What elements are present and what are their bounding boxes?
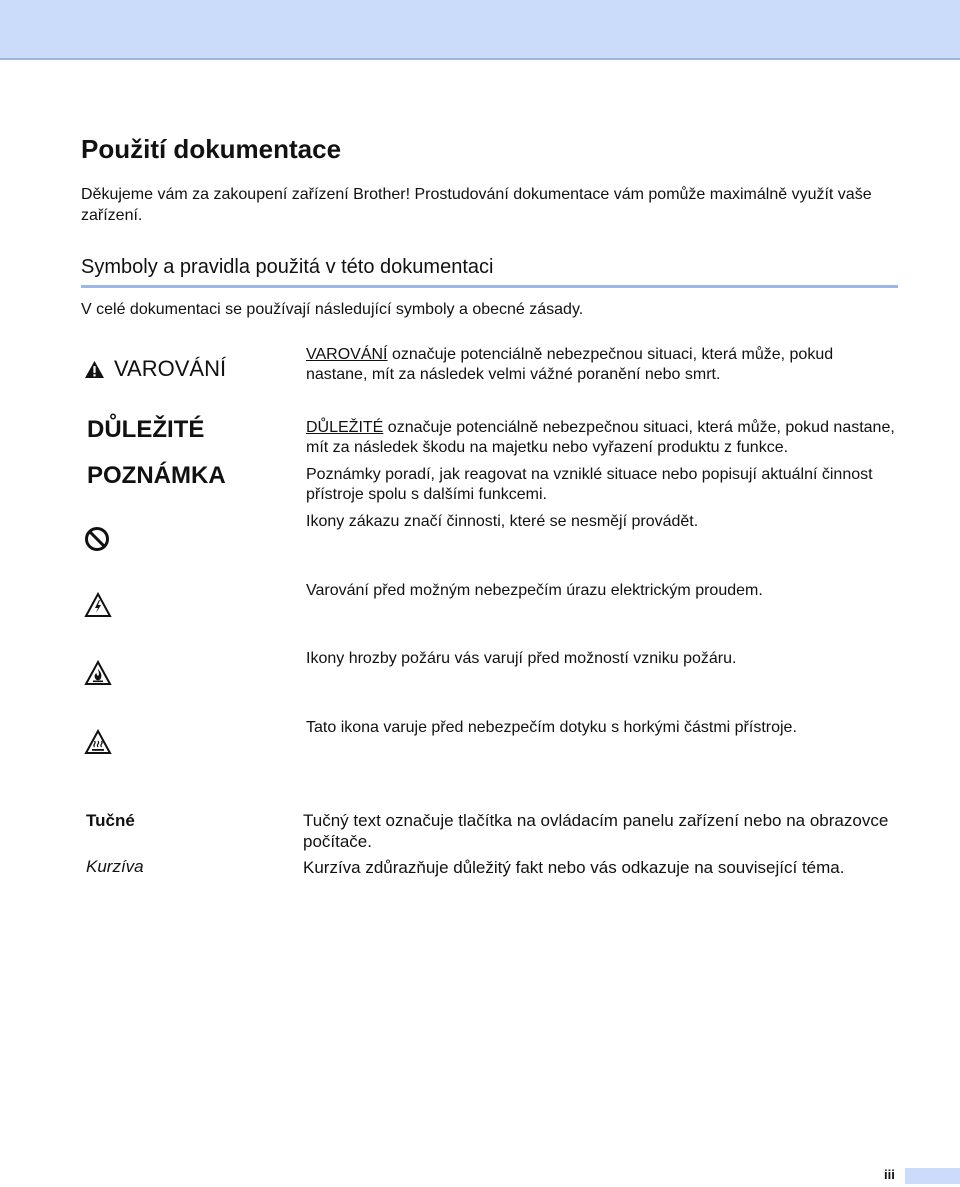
- note-description: Poznámky poradí, jak reagovat na vzniklé situace nebo popisují aktuální činnost přístroje spolu s dalšími funkcemi.: [306, 466, 873, 503]
- electrical-description: Varování před možným nebezpečím úrazu elektrickým proudem.: [306, 582, 763, 599]
- note-label: POZNÁMKA: [87, 462, 226, 489]
- warning-text: označuje potenciálně nebezpečnou situaci, která může, pokud nastane, mít za následek velmi vážné poranění nebo smrt.: [306, 346, 834, 383]
- prohibition-icon: [84, 526, 110, 557]
- prohibition-description: Ikony zákazu značí činnosti, které se nesmějí provádět.: [306, 513, 699, 530]
- important-description: [306, 418, 896, 458]
- page-number-tab: [905, 1168, 960, 1184]
- fire-description: Ikony hrozby požáru vás varují před možností vzniku požáru.: [306, 650, 737, 667]
- warning-label-text: VAROVÁNÍ: [114, 356, 227, 381]
- bold-convention-label: Tučné: [86, 811, 135, 830]
- page-title: Použití dokumentace: [81, 134, 342, 164]
- electrical-hazard-icon: [84, 592, 112, 623]
- warning-term: VAROVÁNÍ: [306, 346, 388, 363]
- section-divider: [81, 285, 898, 288]
- warning-triangle-icon: [84, 360, 105, 379]
- intro-paragraph: Děkujeme vám za zakoupení zařízení Brother! Prostudování dokumentace vám pomůže maximálně využít vaše zařízení.: [81, 186, 872, 224]
- page-number: iii: [884, 1167, 895, 1182]
- important-text: označuje potenciálně nebezpečnou situaci, která může, pokud nastane, mít za následek škodu na majetku nebo vyřazení produktu z funkce.: [306, 419, 895, 456]
- italic-convention-label: Kurzíva: [86, 857, 144, 876]
- warning-description: [306, 345, 896, 385]
- hot-surface-icon: [84, 729, 112, 760]
- page-header-band: [0, 0, 960, 60]
- important-label: DŮLEŽITÉ: [87, 416, 205, 443]
- bold-convention-description: Tučný text označuje tlačítka na ovládacím panelu zařízení nebo na obrazovce počítače.: [303, 811, 889, 851]
- italic-convention-description: Kurzíva zdůrazňuje důležitý fakt nebo vás odkazuje na související téma.: [303, 858, 845, 877]
- important-term: DŮLEŽITÉ: [306, 419, 384, 436]
- section-title: Symboly a pravidla použitá v této dokumentaci: [81, 256, 494, 278]
- fire-hazard-icon: [84, 660, 112, 691]
- warning-label: [84, 356, 226, 382]
- hot-surface-description: Tato ikona varuje před nebezpečím dotyku s horkými částmi přístroje.: [306, 719, 797, 736]
- section-lead: V celé dokumentaci se používají následující symboly a obecné zásady.: [81, 301, 584, 318]
